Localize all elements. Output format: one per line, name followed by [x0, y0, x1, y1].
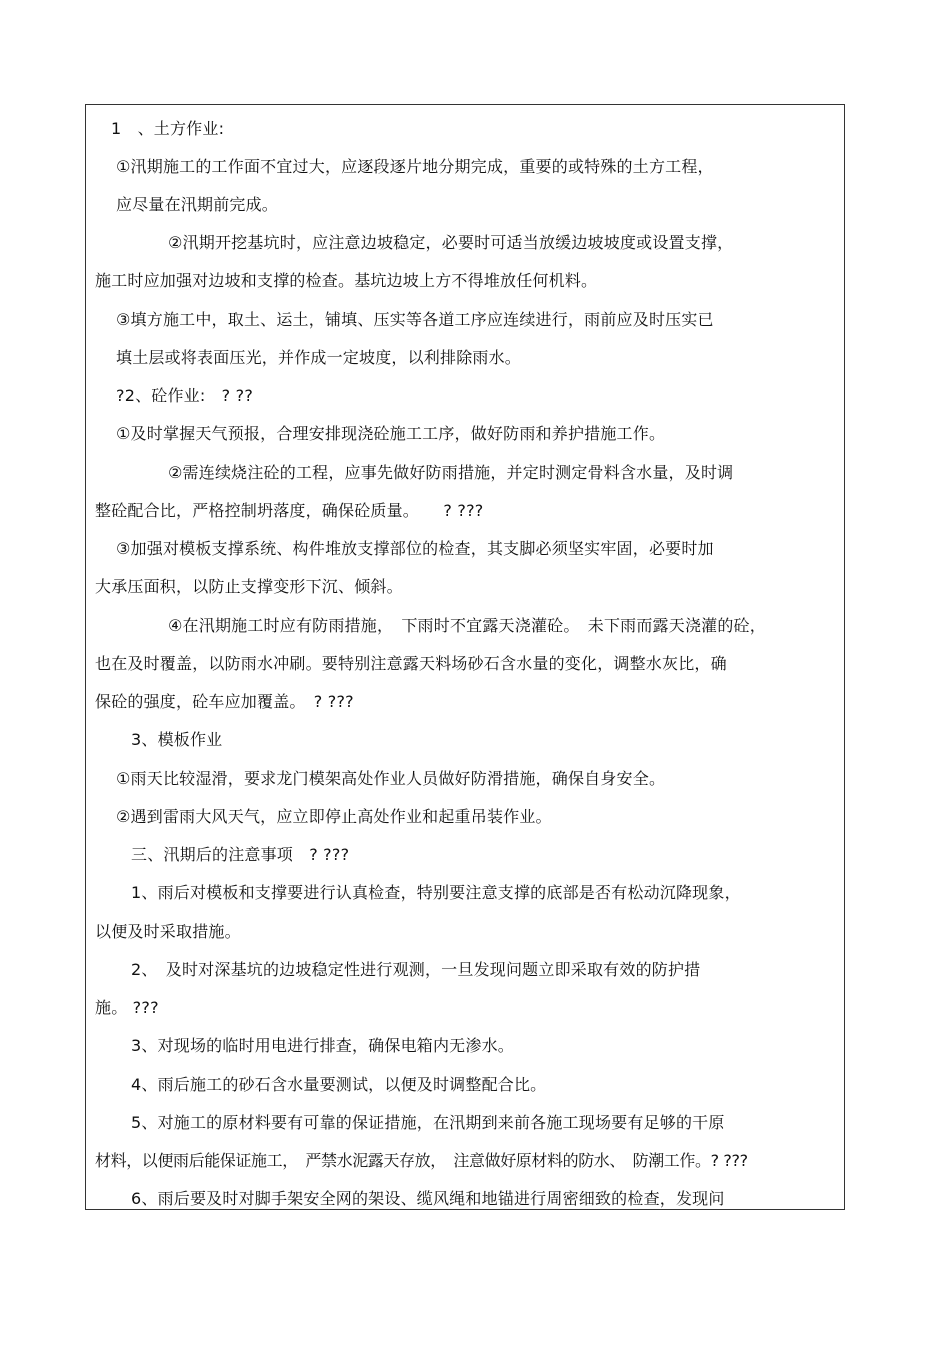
text-line: ?2、砼作业: ? ??	[116, 386, 254, 405]
text-line: 材料，以便雨后能保证施工， 严禁水泥露天存放， 注意做好原材料的防水、 防潮工作。? ???	[95, 1151, 748, 1170]
text-line: 整砼配合比，严格控制坍落度，确保砼质量。 ? ???	[95, 501, 484, 520]
text-line: 4、雨后施工的砂石含水量要测试，以便及时调整配合比。	[131, 1075, 547, 1094]
text-line: 以便及时采取措施。	[95, 922, 241, 941]
text-line: ④在汛期施工时应有防雨措施， 下雨时不宜露天浇灌砼。 未下雨而露天浇灌的砼，	[168, 616, 766, 635]
text-line: 3、对现场的临时用电进行排查，确保电箱内无渗水。	[131, 1036, 514, 1055]
text-line: 保砼的强度，砼车应加覆盖。 ? ???	[95, 692, 354, 711]
text-line: 大承压面积，以防止支撑变形下沉、倾斜。	[95, 577, 403, 596]
text-line: ③填方施工中，取土、运土，铺填、压实等各道工序应连续进行，雨前应及时压实已	[116, 310, 714, 329]
text-line: ①雨天比较湿滑，要求龙门模架高处作业人员做好防滑措施，确保自身安全。	[116, 769, 666, 788]
text-line: 填土层或将表面压光，并作成一定坡度，以利排除雨水。	[116, 348, 522, 367]
text-line: 三、汛期后的注意事项 ? ???	[131, 845, 350, 864]
text-line: 施。 ???	[95, 998, 159, 1017]
text-line: 应尽量在汛期前完成。	[116, 195, 279, 214]
text-line: ③加强对模板支撑系统、构件堆放支撑部位的检查，其支脚必须坚实牢固，必要时加	[116, 539, 714, 558]
text-line: ②遇到雷雨大风天气，应立即停止高处作业和起重吊装作业。	[116, 807, 552, 826]
text-line: 施工时应加强对边坡和支撑的检查。基坑边坡上方不得堆放任何机料。	[95, 271, 598, 290]
text-line: 3、模板作业	[131, 730, 223, 749]
text-line: 1、雨后对模板和支撑要进行认真检查，特别要注意支撑的底部是否有松动沉降现象，	[131, 883, 741, 902]
text-line: ②需连续烧注砼的工程，应事先做好防雨措施，并定时测定骨料含水量，及时调	[168, 463, 734, 482]
text-line: ①及时掌握天气预报，合理安排现浇砼施工工序，做好防雨和养护措施工作。	[116, 424, 666, 443]
text-line: 6、雨后要及时对脚手架安全网的架设、缆风绳和地锚进行周密细致的检查，发现问	[131, 1189, 725, 1208]
text-line: 5、对施工的原材料要有可靠的保证措施，在汛期到来前各施工现场要有足够的干原	[131, 1113, 725, 1132]
text-line: ②汛期开挖基坑时，应注意边坡稳定，必要时可适当放缓边坡坡度或设置支撑，	[168, 233, 734, 252]
text-line: 1 、土方作业:	[111, 119, 225, 138]
text-line: 2、 及时对深基坑的边坡稳定性进行观测，一旦发现问题立即采取有效的防护措	[131, 960, 701, 979]
text-line: 也在及时覆盖，以防雨水冲刷。要特别注意露天料场砂石含水量的变化，调整水灰比，确	[95, 654, 727, 673]
document-frame	[85, 104, 845, 1210]
text-line: ①汛期施工的工作面不宜过大，应逐段逐片地分期完成，重要的或特殊的土方工程，	[116, 157, 714, 176]
